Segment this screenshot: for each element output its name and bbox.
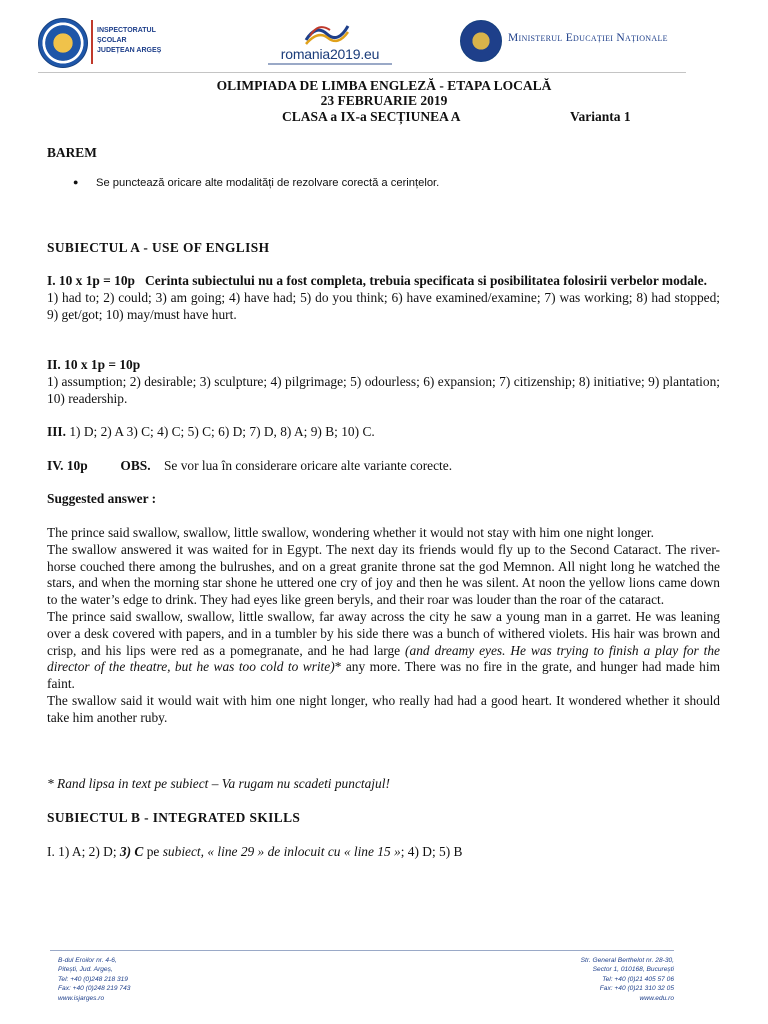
header-rule — [38, 72, 686, 73]
section-ii-answers: 1) assumption; 2) desirable; 3) sculpture; 4) pilgrimage; 5) odourless; 6) expansion; 7) citizenship; 8) initiative; 9) plantation; 10) readership. — [47, 373, 720, 406]
footer-left-line: Pitești, Jud. Argeș, — [58, 966, 113, 974]
isj-line2: JUDEȚEAN ARGEȘ — [97, 47, 162, 54]
answer-para-1: The prince said swallow, swallow, little swallow, wondering whether it would not stay with him one night longer. — [47, 525, 654, 540]
doc-title: OLIMPIADA DE LIMBA ENGLEZĂ - ETAPA LOCALĂ — [216, 78, 552, 93]
section-iii — [47, 424, 720, 441]
doc-class-section: CLASA a IX-a SECȚIUNEA A — [282, 109, 461, 124]
answer-para-3-end: * any more. There was no fire in the grate, and hunger had made him faint. — [47, 659, 720, 692]
section-iv-heading: IV. 10p — [47, 458, 88, 473]
bullet-icon: ● — [73, 177, 79, 187]
section-ii — [47, 357, 720, 407]
section-iii-answers: 1) D; 2) A 3) C; 4) C; 5) C; 6) D; 7) D, 8) A; 9) B; 10) C. — [69, 424, 375, 439]
footer-left-line: B-dul Eroilor nr. 4-6, — [58, 957, 117, 964]
subject-b-answers-start: I. 1) A; 2) D; — [47, 844, 117, 859]
footer-left-line: Tel: +40 (0)248 218 319 — [58, 975, 128, 983]
section-i-answers: 1) had to; 2) could; 3) am going; 4) have had; 5) do you think; 6) have examined/examine; 7) was working; 8) had stopped; 9) get/got; 10) may/must have hurt. — [47, 289, 720, 322]
isj-divider — [91, 20, 93, 64]
subject-a-heading: SUBIECTUL A - USE OF ENGLISH — [47, 240, 270, 255]
footer-right-line: Fax: +40 (0)21 310 32 05 — [599, 985, 674, 993]
answer-para-2: The swallow answered it was waited for in Egypt. The next day its friends would fly up to the Second Cataract. The river-horse couched there among the bulrushes, and on a great granite throne sat the god Memnon. All night long he watched the stars, and when the morning star shone he uttered one cry of joy and then he was silent. At noon the yellow lions came down to the water’s edge to drink. They had eyes like green beryls, and their roar was louder than the roar of the cataract. — [47, 541, 720, 608]
footer-isj-address — [58, 956, 130, 1003]
answer-para-4: The swallow said it would wait with him one night longer, who really had had a good heart. It wondered whether it should take him another ruby. — [47, 692, 720, 725]
footer-left-website[interactable]: www.isjarges.ro — [58, 994, 105, 1002]
barem-bullet-text: Se punctează oricare alte modalități de rezolvare corectă a cerințelor. — [96, 177, 440, 189]
footer-ministry-address — [581, 956, 674, 1003]
barem-heading: BAREM — [47, 145, 97, 160]
footnote: * Rand lipsa in text pe subiect – Va rugam nu scadeti punctajul! — [47, 776, 390, 791]
ministry-name: Ministerul Educației Naționale — [508, 32, 668, 44]
isj-line1: INSPECTORATUL ȘCOLAR — [97, 27, 156, 44]
section-i-heading: I. 10 x 1p = 10p — [47, 273, 135, 288]
section-iv — [47, 458, 720, 475]
answer-para-3-italic: (and dreamy eyes. He was trying to finish a play for the director of the theatre, but he was too cold to write) — [47, 642, 720, 675]
footer-right-website[interactable]: www.edu.ro — [639, 994, 674, 1002]
romania2019-subline — [268, 63, 392, 65]
romania2019-text: romania2019.eu — [280, 46, 380, 62]
footer-right-line: Sector 1, 010168, București — [592, 966, 674, 974]
subject-b-answers-end: ; 4) D; 5) B — [400, 844, 463, 859]
wave-icon — [304, 20, 350, 46]
section-ii-heading: II. 10 x 1p = 10p — [47, 357, 141, 372]
doc-date: 23 FEBRUARIE 2019 — [320, 93, 448, 108]
subject-b-answers — [47, 844, 720, 861]
section-iii-heading: III. — [47, 424, 66, 439]
suggested-answer-body — [47, 525, 720, 727]
isj-seal-logo — [38, 18, 88, 68]
romania2019-logo — [260, 16, 400, 66]
suggested-answer-heading: Suggested answer : — [47, 491, 157, 506]
subject-b-correction: subiect, « line 29 » de inlocuit cu « line 15 » — [162, 844, 401, 859]
subject-b-heading: SUBIECTUL B - INTEGRATED SKILLS — [47, 810, 301, 825]
footer-rule — [50, 950, 674, 951]
ministry-seal-logo — [460, 20, 502, 62]
footer-left-line: Fax: +40 (0)248 219 743 — [58, 985, 131, 993]
page-header — [38, 16, 686, 72]
section-iv-obs-text: Se vor lua în considerare oricare alte variante corecte. — [163, 458, 453, 473]
subject-b-answer-3: 3) C — [119, 844, 144, 859]
subject-b-answers-mid: pe — [146, 844, 160, 859]
section-iv-obs-label: OBS. — [120, 458, 151, 473]
section-i-note: Cerinta subiectului nu a fost completa, trebuia specificata si posibilitatea folosirii verbelor modale. — [145, 273, 707, 288]
section-i — [47, 273, 720, 323]
footer-right-line: Tel: +40 (0)21 405 57 06 — [602, 975, 674, 983]
answer-para-3-start: The prince said swallow, swallow, little swallow, far away across the city he saw a young man in a garret. He was leaning over a desk covered with papers, and in a tumbler by his side there was a bunch of withered violets. His hair was brown and crisp, and his lips were red as a pomegranate, and he had large — [47, 608, 720, 658]
isj-logo-text — [97, 26, 187, 56]
footer-right-line: Str. General Berthelot nr. 28-30, — [580, 957, 674, 964]
doc-variant: Varianta 1 — [570, 109, 631, 124]
